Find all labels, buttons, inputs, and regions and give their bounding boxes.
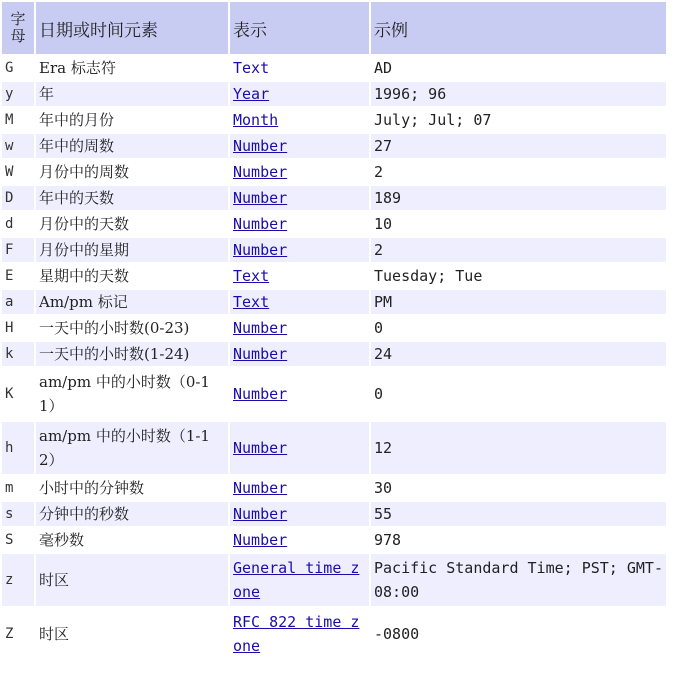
example-value: AD: [371, 56, 666, 80]
table-row: [2, 528, 666, 552]
table-row: [2, 186, 666, 210]
element-name: 小时中的分钟数: [36, 476, 228, 500]
element-name: 时区: [36, 554, 228, 606]
pattern-letter: K: [2, 368, 34, 420]
element-name: 星期中的天数: [36, 264, 228, 288]
pattern-letter: F: [2, 238, 34, 262]
presentation-link[interactable]: Number: [233, 319, 288, 337]
header-example: 示例: [371, 2, 666, 54]
element-name: Era 标志符: [36, 56, 228, 80]
pattern-letter: s: [2, 502, 34, 526]
element-name: am/pm 中的小时数（1-12）: [36, 422, 228, 474]
pattern-letter: S: [2, 528, 34, 552]
table-row: [2, 160, 666, 184]
table-row: [2, 134, 666, 158]
table-row: [2, 502, 666, 526]
example-value: 24: [371, 342, 666, 366]
pattern-letter: k: [2, 342, 34, 366]
table-row: [2, 342, 666, 366]
example-value: 55: [371, 502, 666, 526]
pattern-letter: w: [2, 134, 34, 158]
example-value: PM: [371, 290, 666, 314]
example-value: Tuesday; Tue: [371, 264, 666, 288]
pattern-letter: Z: [2, 608, 34, 660]
presentation-link[interactable]: Text: [233, 59, 270, 77]
table-row: [2, 316, 666, 340]
presentation-link[interactable]: Number: [233, 479, 288, 497]
element-name: 年中的周数: [36, 134, 228, 158]
element-name: 一天中的小时数(0-23): [36, 316, 228, 340]
table-body: [2, 56, 666, 660]
pattern-letter: H: [2, 316, 34, 340]
table-row: [2, 212, 666, 236]
example-value: 30: [371, 476, 666, 500]
pattern-letter: m: [2, 476, 34, 500]
element-name: 分钟中的秒数: [36, 502, 228, 526]
pattern-letter: z: [2, 554, 34, 606]
table-row: [2, 290, 666, 314]
table-row: [2, 368, 666, 420]
presentation-link[interactable]: RFC 822 time zone: [233, 613, 360, 655]
example-value: 2: [371, 238, 666, 262]
presentation-link[interactable]: Number: [233, 385, 288, 403]
presentation-link[interactable]: Number: [233, 439, 288, 457]
header-letter: 字母: [2, 2, 34, 54]
table-header-row: [2, 2, 666, 54]
presentation-link[interactable]: Text: [233, 267, 270, 285]
table-row: [2, 238, 666, 262]
element-name: am/pm 中的小时数（0-11）: [36, 368, 228, 420]
example-value: 189: [371, 186, 666, 210]
table-row: [2, 422, 666, 474]
presentation-link[interactable]: General time zone: [233, 559, 360, 601]
presentation-link[interactable]: Text: [233, 293, 270, 311]
header-presentation: 表示: [230, 2, 369, 54]
element-name: 年: [36, 82, 228, 106]
example-value: 0: [371, 368, 666, 420]
pattern-letter: W: [2, 160, 34, 184]
element-name: 月份中的星期: [36, 238, 228, 262]
element-name: 时区: [36, 608, 228, 660]
example-value: 978: [371, 528, 666, 552]
header-element: 日期或时间元素: [36, 2, 228, 54]
element-name: 年中的天数: [36, 186, 228, 210]
pattern-letter: d: [2, 212, 34, 236]
example-value: Pacific Standard Time; PST; GMT-08:00: [371, 554, 666, 606]
table-row: [2, 108, 666, 132]
presentation-link[interactable]: Number: [233, 215, 288, 233]
presentation-link[interactable]: Number: [233, 137, 288, 155]
table-row: [2, 608, 666, 660]
example-value: 27: [371, 134, 666, 158]
element-name: 月份中的天数: [36, 212, 228, 236]
pattern-letter: y: [2, 82, 34, 106]
example-value: -0800: [371, 608, 666, 660]
example-value: 2: [371, 160, 666, 184]
presentation-link[interactable]: Year: [233, 85, 270, 103]
element-name: Am/pm 标记: [36, 290, 228, 314]
pattern-letter: h: [2, 422, 34, 474]
pattern-letter: a: [2, 290, 34, 314]
pattern-letter: M: [2, 108, 34, 132]
table-row: [2, 82, 666, 106]
presentation-link[interactable]: Number: [233, 345, 288, 363]
example-value: 12: [371, 422, 666, 474]
pattern-letter: D: [2, 186, 34, 210]
presentation-link[interactable]: Number: [233, 505, 288, 523]
table-row: [2, 56, 666, 80]
example-value: July; Jul; 07: [371, 108, 666, 132]
table-row: [2, 554, 666, 606]
example-value: 1996; 96: [371, 82, 666, 106]
element-name: 毫秒数: [36, 528, 228, 552]
pattern-letter: G: [2, 56, 34, 80]
element-name: 月份中的周数: [36, 160, 228, 184]
presentation-link[interactable]: Number: [233, 163, 288, 181]
example-value: 10: [371, 212, 666, 236]
element-name: 一天中的小时数(1-24): [36, 342, 228, 366]
pattern-letter: E: [2, 264, 34, 288]
element-name: 年中的月份: [36, 108, 228, 132]
example-value: 0: [371, 316, 666, 340]
table-row: [2, 264, 666, 288]
presentation-link[interactable]: Number: [233, 531, 288, 549]
presentation-link[interactable]: Number: [233, 241, 288, 259]
table-row: [2, 476, 666, 500]
presentation-link[interactable]: Month: [233, 111, 279, 129]
presentation-link[interactable]: Number: [233, 189, 288, 207]
